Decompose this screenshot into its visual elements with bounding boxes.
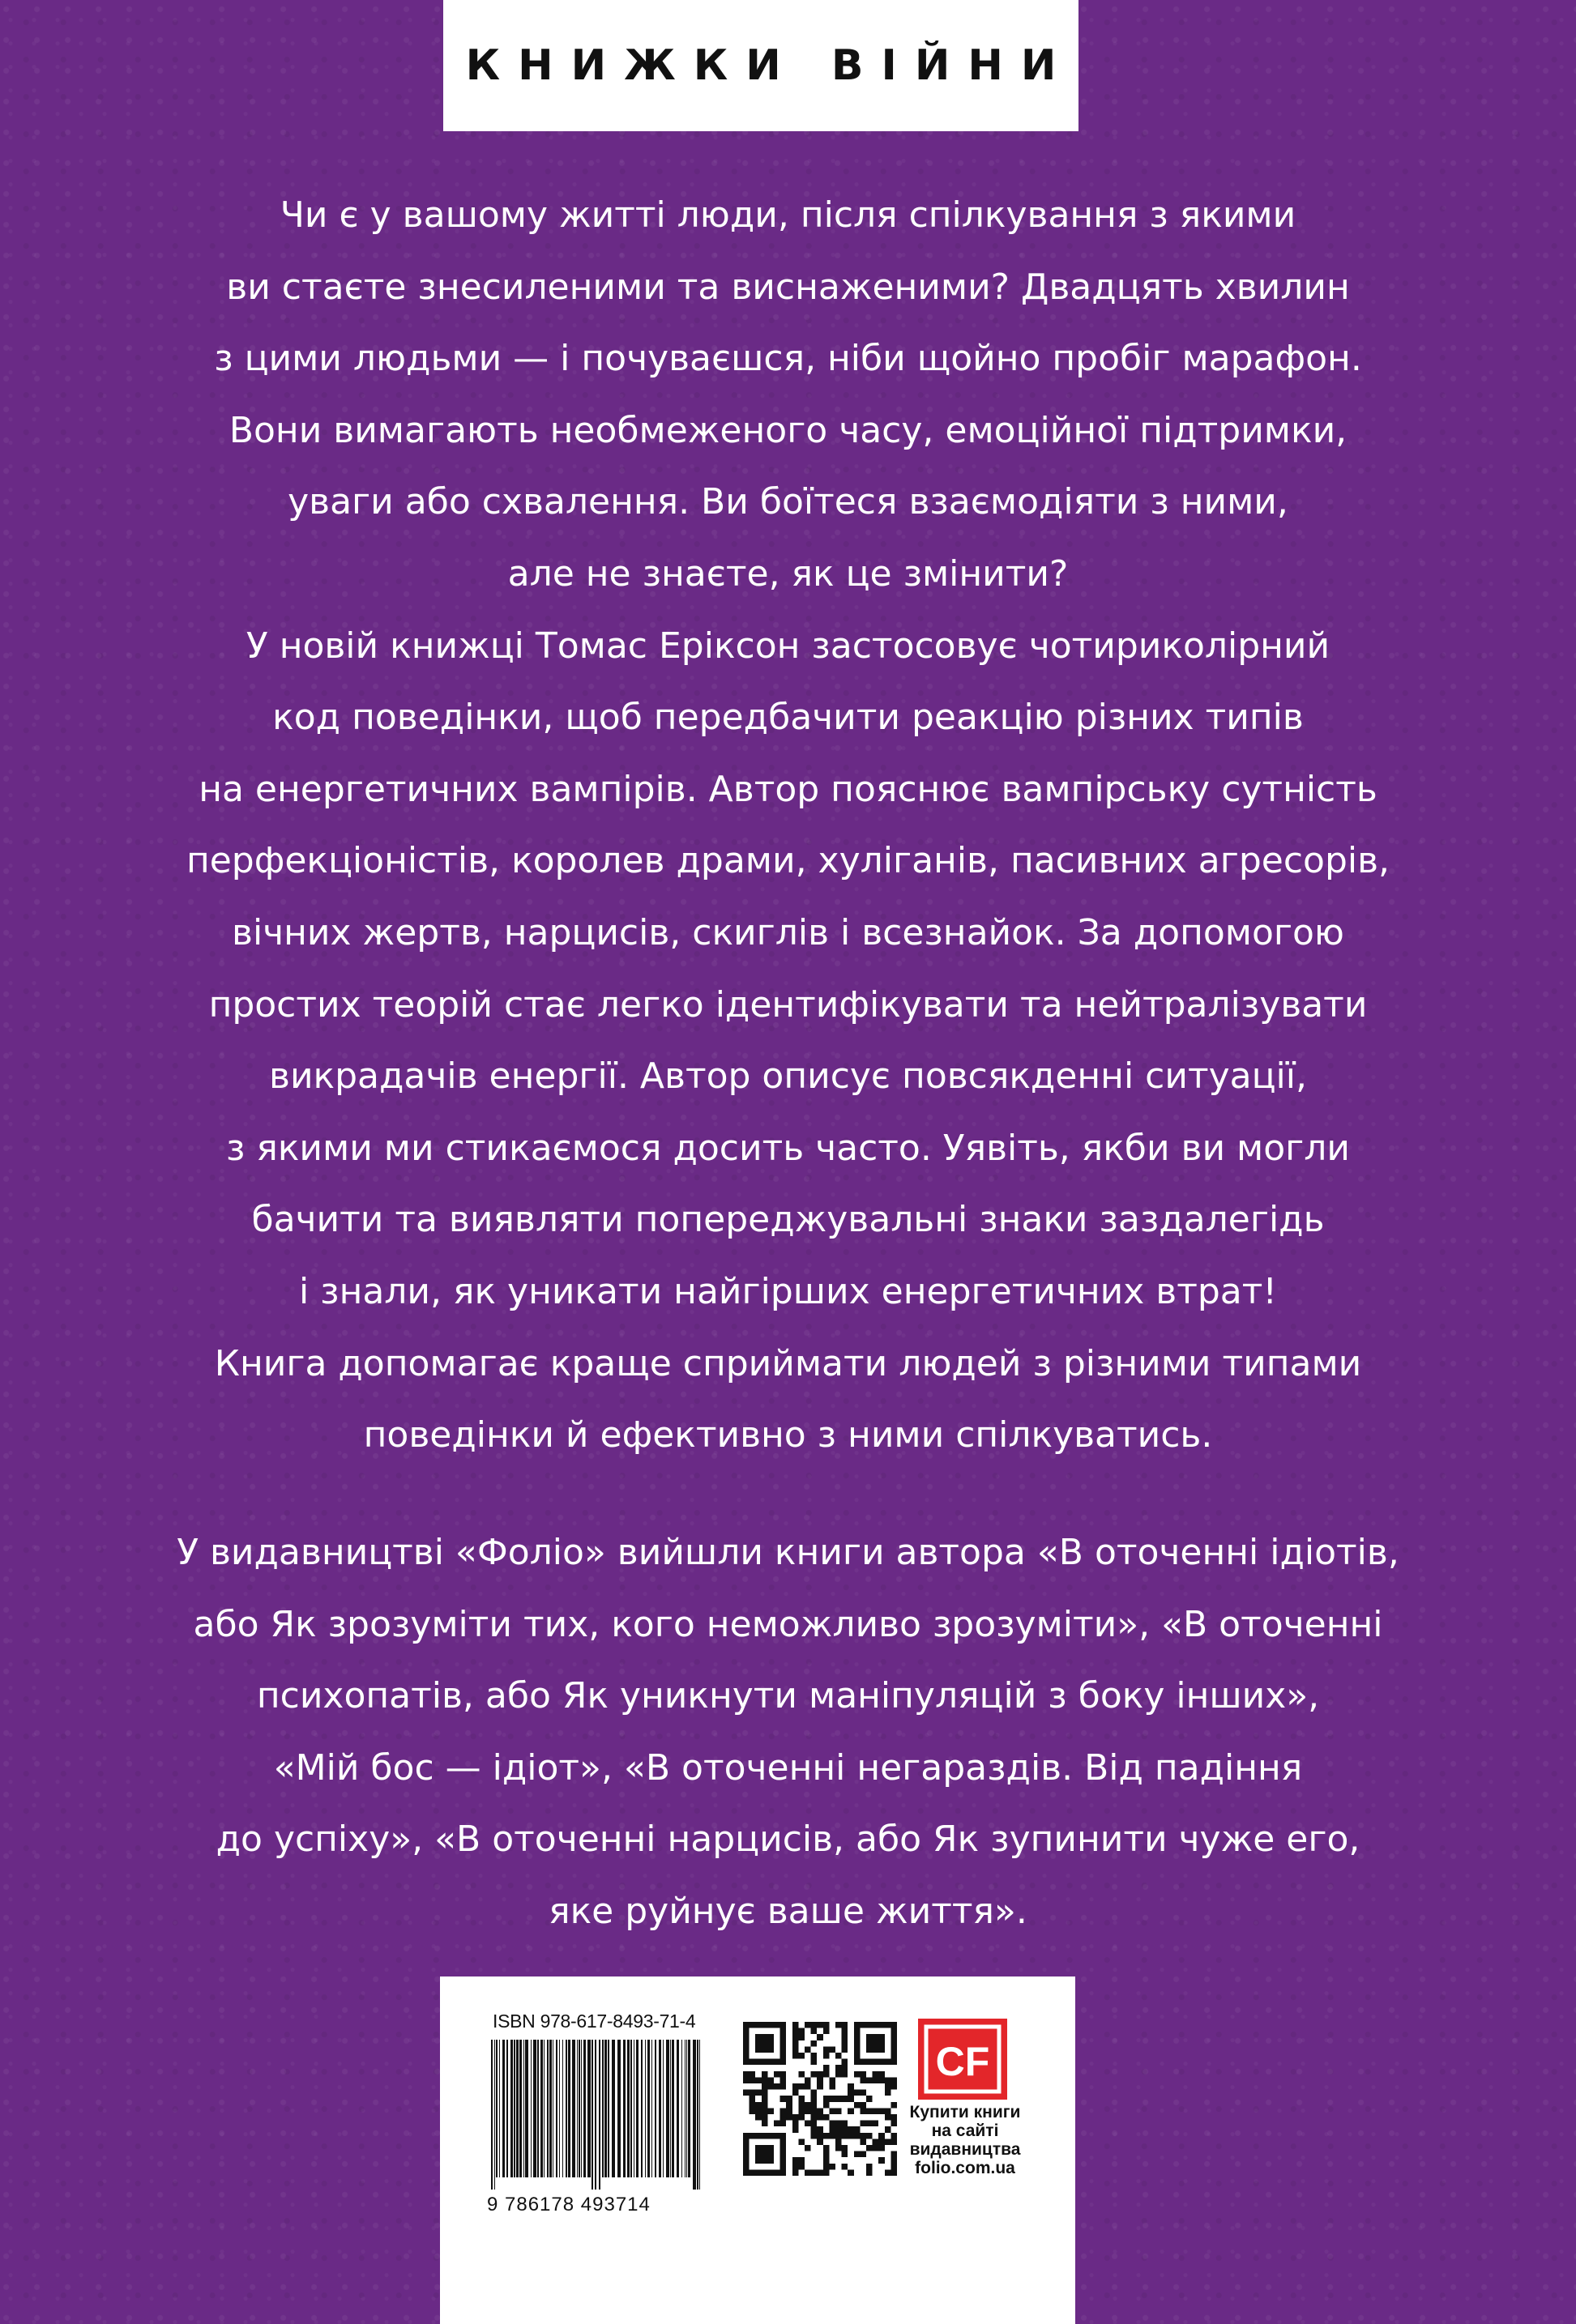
publisher-website-link[interactable]: folio.com.ua: [915, 2159, 1015, 2177]
description-line: з цими людьми — і почуваєшся, ніби щойно пробіг марафон.: [214, 338, 1362, 380]
description-line: з якими ми стикаємося досить часто. Уявіть, якби ви могли: [226, 1127, 1350, 1169]
series-title: КНИЖКИ ВІЙНИ: [465, 41, 1074, 90]
barcode-digits: 9 786178 493714: [487, 2194, 651, 2215]
description-line: простих теорій стає легко ідентифікувати та нейтралізувати: [208, 983, 1368, 1026]
other-books-line: до успіху», «В оточенні нарцисів, або Як зупинити чуже его,: [216, 1819, 1360, 1861]
other-books-paragraph: [0, 1517, 1576, 1948]
description-line: на енергетичних вампірів. Автор пояснює вампірську сутність: [199, 768, 1377, 810]
barcode-icon: [491, 2040, 700, 2190]
other-books-line: У видавництві «Фоліо» вийшли книги автора «В оточенні ідіотів,: [177, 1532, 1399, 1573]
buy-books-text: [908, 2103, 1022, 2177]
description-line: бачити та виявляти попереджувальні знаки заздалегідь: [251, 1199, 1325, 1241]
description-line: Чи є у вашому житті люди, після спілкування з якими: [280, 194, 1296, 236]
publisher-logo-icon: [918, 2019, 1007, 2100]
logo-text: CF: [935, 2039, 990, 2084]
qr-code-icon[interactable]: [743, 2022, 897, 2176]
other-books-line: або Як зрозуміти тих, кого неможливо зрозуміти», «В оточенні: [193, 1603, 1383, 1645]
description-line: код поведінки, щоб передбачити реакцію різних типів: [272, 697, 1304, 739]
description-line: вічних жертв, нарцисів, скиглів і всезнайок. За допомогою: [232, 911, 1344, 953]
other-books-line: «Мій бос — ідіот», «В оточенні негараздів. Від падіння: [273, 1746, 1303, 1789]
description-line: ви стаєте знесиленими та виснаженими? Двадцять хвилин: [226, 266, 1350, 308]
description-line: і знали, як уникати найгірших енергетичних втрат!: [298, 1270, 1278, 1312]
buy-line: на сайті: [931, 2121, 999, 2140]
buy-line: Купити книги: [909, 2103, 1021, 2121]
series-banner: [443, 0, 1078, 131]
other-books-line: психопатів, або Як уникнути маніпуляцій з боку інших»,: [256, 1675, 1320, 1717]
description-line: поведінки й ефективно з ними спілкуватись.: [363, 1414, 1213, 1456]
description-line: перфекціоністів, королев драми, хуліганів, пасивних агресорів,: [186, 840, 1390, 882]
other-books-line: яке руйнує ваше життя».: [549, 1890, 1027, 1932]
barcode-panel: [440, 1976, 1075, 2324]
description-line: Вони вимагають необмеженого часу, емоційної підтримки,: [228, 409, 1348, 451]
description-line: але не знаєте, як це змінити?: [507, 552, 1069, 595]
isbn-label: ISBN 978-617-8493-71-4: [493, 2011, 696, 2032]
description-line: уваги або схвалення. Ви боїтеся взаємодіяти з ними,: [288, 481, 1288, 523]
description-line: викрадачів енергії. Автор описує повсякденні ситуації,: [269, 1055, 1307, 1098]
book-description: [0, 180, 1576, 1472]
buy-line: видавництва: [909, 2140, 1021, 2159]
description-line: Книга допомагає краще сприймати людей з різними типами: [214, 1342, 1362, 1384]
description-line: У новій книжці Томас Еріксон застосовує чотириколірний: [246, 625, 1330, 667]
